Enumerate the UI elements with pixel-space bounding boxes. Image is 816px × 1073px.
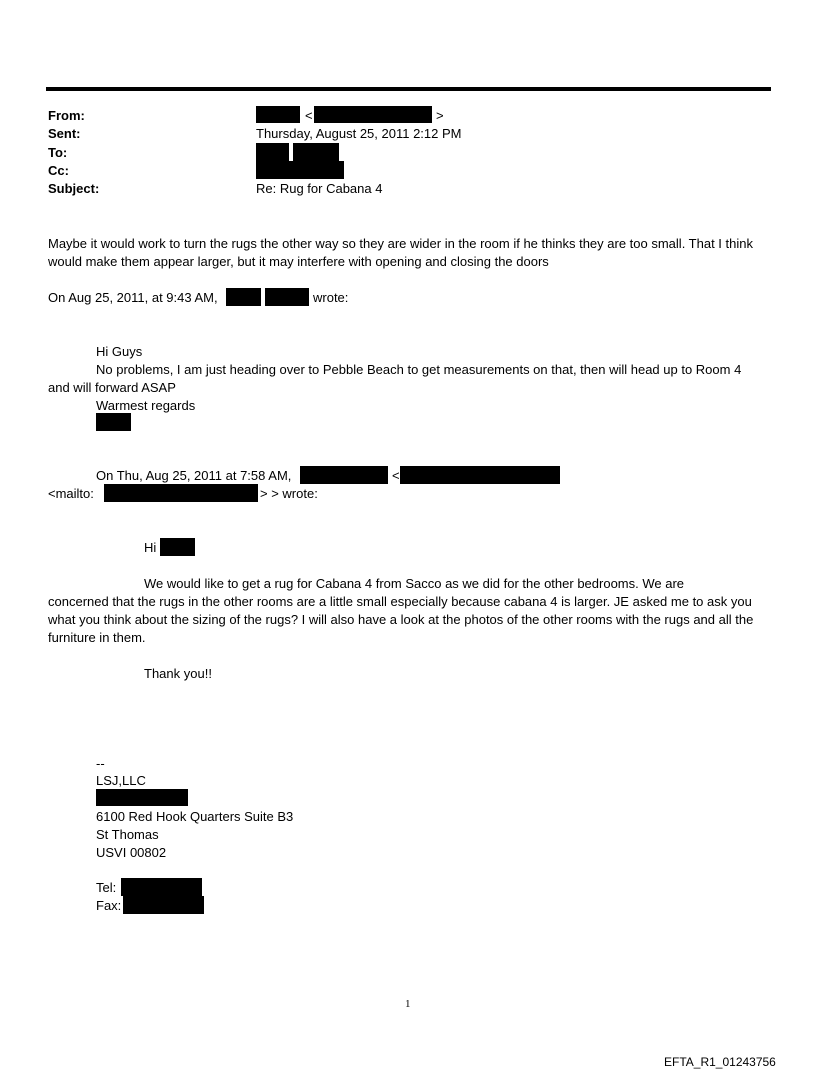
redaction-q2-recipient [160,538,195,556]
redaction-q1-signature [96,413,131,431]
redaction-quote2-email [400,466,560,484]
q1-closing: Warmest regards [96,398,196,413]
q1-line1: No problems, I am just heading over to Pebble Beach to get measurements on that, then will head up to Room 4 [96,362,742,377]
signature-company: LSJ,LLC [96,773,146,788]
reply-text: Maybe it would work to turn the rugs the other way so they are wider in the room if he thinks they are too small. That I think would make them appear larger, but it may interfere with opening and closing the doors [48,236,753,269]
from-lt: < [305,108,313,123]
q1-greeting: Hi Guys [96,344,143,359]
sent-label: Sent: [48,126,81,141]
tel-label: Tel: [96,880,117,895]
redaction-quote1-name2 [265,288,309,306]
from-label: From: [48,108,85,123]
redaction-quote1-name1 [226,288,261,306]
redaction-cc [256,161,344,179]
signature-address2: St Thomas [96,827,159,842]
subject-label: Subject: [48,181,100,196]
quote1-suffix: wrote: [313,290,349,305]
q2-thanks: Thank you!! [144,666,212,681]
header-rule [46,87,771,91]
sent-value: Thursday, August 25, 2011 2:12 PM [256,126,462,141]
quote1-prefix: On Aug 25, 2011, at 9:43 AM, [48,290,218,305]
quote2-lt: < [392,468,400,483]
to-label: To: [48,145,68,160]
redaction-signature-name [96,789,188,806]
signature-dashes: -- [96,756,105,771]
signature-address1: 6100 Red Hook Quarters Suite B3 [96,809,294,824]
redaction-to-2 [293,143,339,161]
cc-label: Cc: [48,163,69,178]
q1-line2: and will forward ASAP [48,380,176,395]
from-gt: > [436,108,444,123]
redaction-from-name [256,106,300,123]
subject-value: Re: Rug for Cabana 4 [256,181,383,196]
redaction-tel [121,878,202,896]
quote2-mailto: <mailto: [48,486,94,501]
quote2-suffix: > > wrote: [260,486,318,501]
document-id: EFTA_R1_01243756 [664,1055,776,1069]
fax-label: Fax: [96,898,122,913]
signature-address3: USVI 00802 [96,845,167,860]
q2-paragraph: concerned that the rugs in the other rooms are a little small especially because cabana 4 is larger. JE asked me to ask you what you think about the sizing of the rugs? I will also have a look at the photos of the other rooms with the rugs and all the furniture in them. [48,594,754,645]
redaction-to-1 [256,143,289,161]
quote2-prefix: On Thu, Aug 25, 2011 at 7:58 AM, [96,468,292,483]
redaction-quote2-mailto [104,484,258,502]
redaction-fax [123,896,204,914]
q2-indent-line: We would like to get a rug for Cabana 4 from Sacco as we did for the other bedrooms. We are [144,576,685,591]
redaction-quote2-name [300,466,388,484]
q2-greeting: Hi [144,540,157,555]
page-number: 1 [405,998,411,1010]
redaction-from-email [314,106,432,123]
